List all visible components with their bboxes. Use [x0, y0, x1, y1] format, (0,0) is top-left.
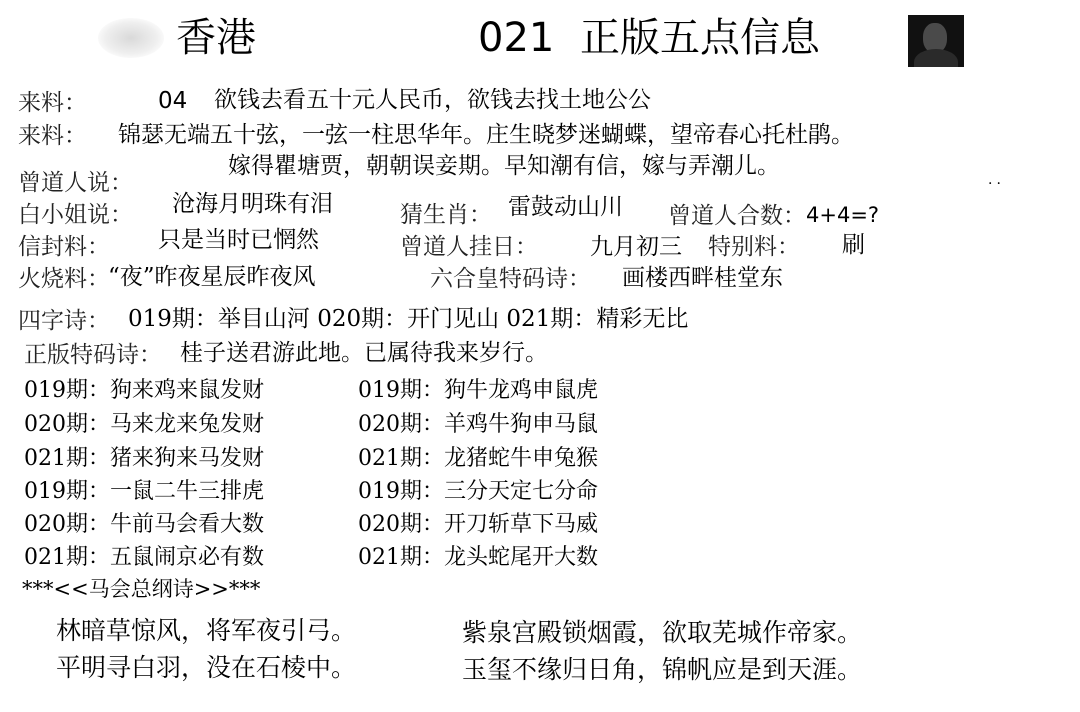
poem-left-line-2: 平明寻白羽，没在石棱中。 [56, 653, 357, 682]
history-right-item: 019期：三分天定七分命 [358, 479, 598, 504]
row1-number: 04 [158, 88, 188, 114]
history-left-item: 019期：狗来鸡来鼠发财 [24, 378, 264, 403]
history-right-item: 021期：龙猪蛇牛申兔猴 [358, 446, 598, 471]
history-left-item: 020期：牛前马会看大数 [24, 512, 264, 537]
row1-label: 来料： [18, 90, 87, 116]
history-right-item: 020期：开刀斩草下马威 [358, 512, 598, 537]
row4-guess-label: 猜生肖： [400, 202, 492, 228]
poem-right-line-2: 玉玺不缘归日角，锦帆应是到天涯。 [462, 655, 863, 684]
row7-label: 四字诗： [18, 308, 110, 334]
portrait-shoulders [914, 49, 958, 67]
history-left-item: 019期：一鼠二牛三排虎 [24, 479, 264, 504]
row4-label: 白小姐说： [18, 202, 133, 228]
row4-guess-text: 雷鼓动山川 [508, 194, 623, 220]
history-right-item: 020期：羊鸡牛狗申马鼠 [358, 412, 598, 437]
row6-poem-text: 画楼西畔桂堂东 [622, 265, 783, 291]
row5-special-label: 特别料： [708, 234, 800, 260]
row5-text: 只是当时已惘然 [158, 227, 319, 253]
history-left-item: 021期：五鼠闹京必有数 [24, 545, 264, 570]
row1-text: 欲钱去看五十元人民币，欲钱去找土地公公 [214, 87, 651, 113]
portrait-photo [908, 15, 964, 67]
header-issue-number: 021 [478, 15, 555, 61]
row8-label: 正版特码诗： [24, 342, 162, 368]
row5-special-text: 刷 [842, 232, 865, 258]
header-title: 正版五点信息 [580, 15, 820, 61]
row6-label: 火烧料： [18, 266, 110, 292]
row5-label: 信封料： [18, 234, 110, 260]
row7-text: 019期：举目山河 020期：开门见山 021期：精彩无比 [128, 306, 689, 332]
history-left-item: 020期：马来龙来兔发财 [24, 412, 264, 437]
row2-text: 锦瑟无端五十弦，一弦一柱思华年。庄生晓梦迷蝴蝶，望帝春心托杜鹃。 [118, 122, 854, 148]
row4-count-text: 4+4=? [806, 203, 880, 227]
row3-label: 曾道人说： [18, 170, 133, 196]
history-right-item: 019期：狗牛龙鸡申鼠虎 [358, 378, 598, 403]
row5-date-label: 曾道人挂日： [400, 234, 538, 260]
poem-heading: ***<<马会总纲诗>>*** [22, 577, 261, 601]
stray-dots: ·· [988, 176, 1005, 192]
row5-date-text: 九月初三 [590, 234, 682, 260]
history-right-item: 021期：龙头蛇尾开大数 [358, 545, 598, 570]
row6-text: “夜”昨夜星辰昨夜风 [108, 264, 316, 290]
row8-text: 桂子送君游此地。已属待我来岁行。 [180, 340, 548, 366]
blurred-logo [98, 18, 164, 58]
header-city: 香港 [176, 15, 256, 61]
poem-right-line-1: 紫泉宫殿锁烟霞，欲取芜城作帝家。 [462, 618, 863, 647]
row4-count-label: 曾道人合数： [668, 203, 806, 229]
poem-left-line-1: 林暗草惊风，将军夜引弓。 [56, 616, 357, 645]
row3-text: 嫁得瞿塘贾，朝朝误妾期。早知潮有信，嫁与弄潮儿。 [228, 153, 780, 179]
history-left-item: 021期：猪来狗来马发财 [24, 446, 264, 471]
row6-poem-label: 六合皇特码诗： [430, 266, 591, 292]
row2-label: 来料： [18, 123, 87, 149]
row4-text: 沧海月明珠有泪 [172, 191, 333, 217]
